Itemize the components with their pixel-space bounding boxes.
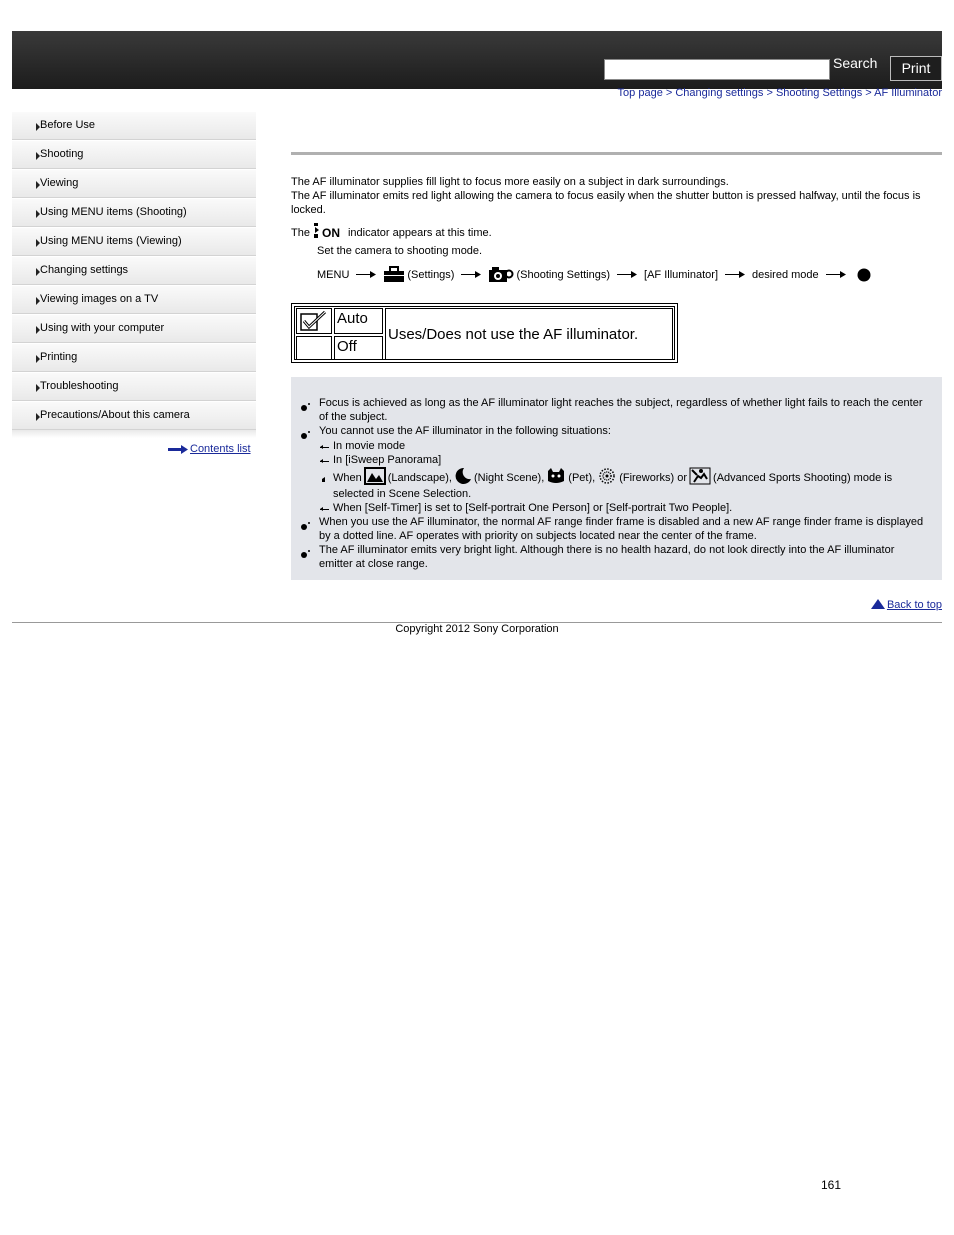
bullet-icon xyxy=(301,552,307,558)
fireworks-text: (Fireworks) or xyxy=(619,472,688,484)
step-instruction: Set the camera to shooting mode. xyxy=(317,245,483,257)
back-to-top-label: Back to top xyxy=(886,599,942,611)
breadcrumb-top-page[interactable]: Top page xyxy=(617,87,663,99)
bullet-icon xyxy=(301,405,307,411)
arrow-right-icon xyxy=(461,271,481,278)
sidebar-item-label: Using MENU items (Viewing) xyxy=(40,235,182,247)
dash-arrow-icon xyxy=(320,461,329,462)
arrow-right-icon xyxy=(826,271,846,278)
note-2-sub-2: In [iSweep Panorama] xyxy=(333,454,442,466)
triangle-right-icon xyxy=(36,123,40,131)
intro-paragraph-1: The AF illuminator supplies fill light to focus more easily on a subject in dark surroundings. xyxy=(291,176,729,188)
print-button[interactable]: Print xyxy=(890,56,942,81)
note-1: Focus is achieved as long as the AF illuminator light reaches the subject, regardless of whether light fails to reach the center of the subject. xyxy=(319,397,923,423)
sidebar-nav xyxy=(12,111,256,438)
landscape-icon xyxy=(364,467,386,485)
notes-box xyxy=(291,377,942,580)
title-divider xyxy=(291,152,942,155)
menu-path-mode: desired mode xyxy=(752,268,819,281)
menu-path xyxy=(317,266,871,283)
note-2-sub-1: In movie mode xyxy=(333,440,406,452)
night-scene-text: (Night Scene), xyxy=(473,472,545,484)
arrow-right-icon xyxy=(617,271,637,278)
triangle-right-icon xyxy=(36,239,40,247)
triangle-right-icon xyxy=(36,384,40,392)
off-empty-cell xyxy=(296,336,332,360)
shooting-settings-camera-icon xyxy=(488,266,514,283)
menu-path-item: [AF Illuminator] xyxy=(644,268,718,281)
triangle-right-icon xyxy=(36,355,40,363)
breadcrumb xyxy=(618,87,942,99)
sidebar-item-precautions[interactable] xyxy=(12,401,256,430)
checkmark-default-icon xyxy=(299,310,329,332)
sidebar-item-viewing-tv[interactable] xyxy=(12,285,256,314)
dash-arrow-icon xyxy=(320,447,329,448)
sports-text: (Advanced Sports Shooting) mode is xyxy=(713,472,893,484)
sidebar-item-computer[interactable] xyxy=(12,314,256,343)
back-to-top-link[interactable] xyxy=(871,599,942,611)
note-2-sub-3 xyxy=(333,467,933,485)
breadcrumb-changing-settings[interactable]: Changing settings xyxy=(675,87,764,99)
fireworks-icon xyxy=(597,467,617,485)
night-scene-moon-icon xyxy=(454,467,472,485)
indicator-before-text: The xyxy=(291,227,310,239)
pet-cat-icon xyxy=(546,467,566,485)
sidebar-item-viewing[interactable] xyxy=(12,169,256,198)
triangle-right-icon xyxy=(36,210,40,218)
menu-path-settings: (Settings) xyxy=(407,268,455,281)
svg-text:ON: ON xyxy=(321,226,340,239)
center-button-icon xyxy=(857,268,871,282)
bullet-icon xyxy=(301,524,307,530)
page-number: 161 xyxy=(821,1178,842,1192)
settings-toolbox-icon xyxy=(383,266,405,283)
indicator-after-text: indicator appears at this time. xyxy=(347,227,492,239)
sidebar-item-label: Printing xyxy=(40,351,78,363)
sidebar-item-shooting[interactable] xyxy=(12,140,256,169)
sidebar-item-label: Viewing images on a TV xyxy=(40,293,159,305)
af-illuminator-on-icon xyxy=(312,222,346,239)
options-table-inner xyxy=(294,306,675,360)
sidebar-item-printing[interactable] xyxy=(12,343,256,372)
search-input[interactable] xyxy=(604,59,830,80)
auto-default-cell xyxy=(296,308,332,334)
bullet-icon xyxy=(301,433,307,439)
sidebar-item-menu-shooting[interactable] xyxy=(12,198,256,227)
sidebar-item-label: Shooting xyxy=(40,148,84,160)
contents-list-link[interactable] xyxy=(168,443,251,455)
sidebar-item-label: Troubleshooting xyxy=(40,380,119,392)
breadcrumb-separator: > xyxy=(662,87,676,99)
sidebar-item-menu-viewing[interactable] xyxy=(12,227,256,256)
search-button[interactable]: Search xyxy=(833,55,878,71)
menu-path-menu: MENU xyxy=(317,268,350,281)
sidebar-footer xyxy=(12,430,256,438)
triangle-right-icon xyxy=(36,152,40,160)
intro-paragraph-2: The AF illuminator emits red light allowing the camera to focus easily when the shutter button is pressed halfway, until the focus is locked. xyxy=(291,190,921,216)
sidebar-item-label: Precautions/About this camera xyxy=(40,409,190,421)
when-text: When xyxy=(333,472,362,484)
dot-marker-icon xyxy=(322,479,325,482)
sidebar-item-label: Before Use xyxy=(40,119,96,131)
contents-list-label: Contents list xyxy=(190,443,251,455)
note-3: When you use the AF illuminator, the normal AF range finder frame is disabled and a new AF range finder frame is displayed by a dotted line. AF operates with priority on subjects located near the center of the frame. xyxy=(319,516,924,542)
arrow-right-icon xyxy=(356,271,376,278)
indicator-line xyxy=(291,222,942,240)
breadcrumb-shooting-settings[interactable]: Shooting Settings xyxy=(775,87,863,99)
option-auto: Auto xyxy=(334,308,383,334)
dash-arrow-icon xyxy=(320,509,329,510)
triangle-right-icon xyxy=(36,268,40,276)
option-off: Off xyxy=(334,336,383,360)
menu-path-shooting-settings: (Shooting Settings) xyxy=(516,268,611,281)
breadcrumb-separator: > xyxy=(862,87,875,99)
triangle-right-icon xyxy=(36,413,40,421)
note-4: The AF illuminator emits very bright light. Although there is no health hazard, do not look directly into the AF illuminator emitter at close range. xyxy=(319,544,895,570)
sports-shooting-icon xyxy=(689,467,711,485)
breadcrumb-separator: > xyxy=(763,87,776,99)
note-2-sub-4: When [Self-Timer] is set to [Self-portrait One Person] or [Self-portrait Two People]. xyxy=(333,502,733,514)
sidebar-item-label: Using with your computer xyxy=(40,322,165,334)
arrow-right-icon xyxy=(725,271,745,278)
triangle-right-icon xyxy=(36,297,40,305)
note-2-sub-3-line2: selected in Scene Selection. xyxy=(333,488,472,500)
sidebar-item-label: Using MENU items (Shooting) xyxy=(40,206,187,218)
sidebar-item-label: Viewing xyxy=(40,177,79,189)
copyright: Copyright 2012 Sony Corporation xyxy=(395,623,559,635)
sidebar-item-changing-settings[interactable] xyxy=(12,256,256,285)
sidebar-item-label: Changing settings xyxy=(40,264,129,276)
note-2: You cannot use the AF illuminator in the following situations: xyxy=(319,425,611,437)
breadcrumb-af-illuminator[interactable]: AF Illuminator xyxy=(874,87,942,99)
triangle-right-icon xyxy=(36,326,40,334)
landscape-text: (Landscape), xyxy=(387,472,452,484)
pet-text: (Pet), xyxy=(568,472,596,484)
options-table xyxy=(291,303,678,363)
triangle-up-icon xyxy=(871,599,885,609)
arrow-right-icon xyxy=(168,445,188,454)
triangle-right-icon xyxy=(36,181,40,189)
options-description: Uses/Does not use the AF illuminator. xyxy=(385,308,673,360)
sidebar-item-before-use[interactable] xyxy=(12,111,256,140)
sidebar-item-troubleshooting[interactable] xyxy=(12,372,256,401)
